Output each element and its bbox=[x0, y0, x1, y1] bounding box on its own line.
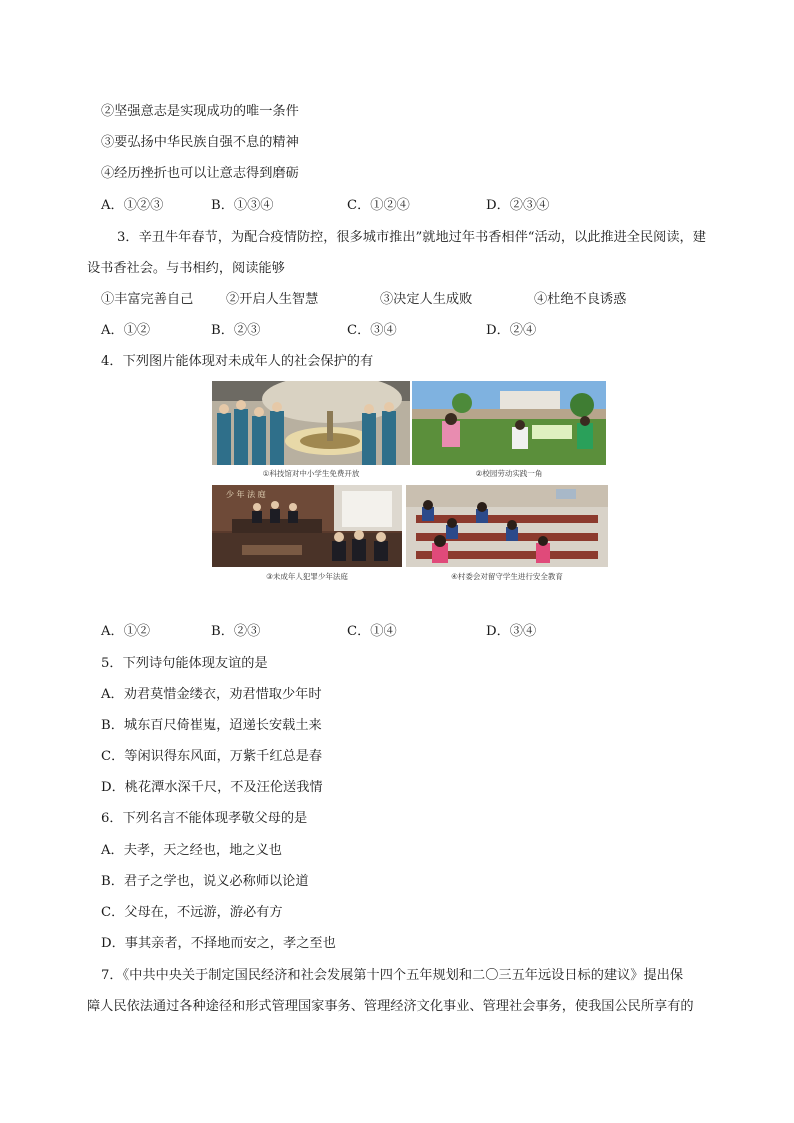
q4-photo-grid bbox=[212, 379, 608, 587]
q6-option-c: C．父母在，不远游，游必有方 bbox=[101, 905, 283, 920]
q6-option-b: B．君子之学也，说义必称师以论道 bbox=[101, 874, 309, 889]
q5-option-a: A．劝君莫惜金缕衣，劝君惜取少年时 bbox=[101, 687, 322, 702]
photo-safety-education bbox=[406, 485, 608, 567]
q3-item-2: ②开启人生智慧 bbox=[226, 292, 319, 307]
photo-science-museum bbox=[212, 381, 410, 465]
q3-item-3: ③决定人生成败 bbox=[380, 292, 473, 307]
q3-stem-line1: 3．辛丑牛年春节，为配合疫情防控，很多城市推出”就地过年书香相伴“活动，以此推进全民阅读，建 bbox=[117, 230, 706, 245]
photo-school-labor bbox=[412, 381, 606, 465]
q5-stem: 5．下列诗句能体现友谊的是 bbox=[101, 656, 268, 671]
q4-option-a: A．①② bbox=[101, 624, 151, 639]
q5-option-d: D．桃花潭水深千尺，不及汪伦送我情 bbox=[101, 780, 323, 795]
q4-stem: 4．下列图片能体现对未成年人的社会保护的有 bbox=[101, 354, 374, 369]
q7-line1: 7．《中共中央关于制定国民经济和社会发展第十四个五年规划和二〇三五年远设日标的建议》提出保 bbox=[101, 968, 684, 983]
q3-option-d: D．②④ bbox=[486, 323, 537, 338]
option-c: C．①②④ bbox=[347, 198, 410, 213]
photo-juvenile-court bbox=[212, 485, 402, 567]
q3-option-a: A．①② bbox=[101, 323, 151, 338]
option-a: A．①②③ bbox=[101, 198, 164, 213]
statement-4: ④经历挫折也可以让意志得到磨砺 bbox=[101, 166, 299, 181]
q3-item-1: ①丰富完善自己 bbox=[101, 292, 194, 307]
caption-1: ①科技馆对中小学生免费开放 bbox=[262, 469, 360, 478]
q3-option-c: C．③④ bbox=[347, 323, 397, 338]
q6-option-d: D．事其亲者，不择地而安之，孝之至也 bbox=[101, 936, 336, 951]
caption-4: ④村委会对留守学生进行安全教育 bbox=[451, 572, 563, 581]
statement-3: ③要弘扬中华民族自强不息的精神 bbox=[101, 135, 299, 150]
q3-stem-line2: 设书香社会。与书相约，阅读能够 bbox=[87, 261, 285, 276]
court-sign: 少 年 法 庭 bbox=[226, 490, 266, 499]
option-d: D．②③④ bbox=[486, 198, 550, 213]
q4-option-c: C．①④ bbox=[347, 624, 397, 639]
caption-3: ③未成年人犯罪少年法庭 bbox=[266, 572, 348, 581]
q6-stem: 6．下列名言不能体现孝敬父母的是 bbox=[101, 811, 308, 826]
q3-option-b: B．②③ bbox=[211, 323, 261, 338]
q5-option-b: B．城东百尺倚崔嵬，迢递长安载土来 bbox=[101, 718, 322, 733]
q4-option-d: D．③④ bbox=[486, 624, 537, 639]
q6-option-a: A．夫孝，天之经也，地之义也 bbox=[101, 843, 282, 858]
option-b: B．①③④ bbox=[211, 198, 274, 213]
caption-2: ②校园劳动实践一角 bbox=[475, 469, 543, 478]
q4-option-b: B．②③ bbox=[211, 624, 261, 639]
statement-2: ②坚强意志是实现成功的唯一条件 bbox=[101, 104, 299, 119]
q3-item-4: ④杜绝不良诱惑 bbox=[534, 292, 627, 307]
q5-option-c: C．等闲识得东风面，万紫千红总是春 bbox=[101, 749, 323, 764]
q7-line2: 障人民依法通过各种途径和形式管理国家事务、管理经济文化事业、管理社会事务，使我国公民所享有的 bbox=[87, 999, 694, 1014]
